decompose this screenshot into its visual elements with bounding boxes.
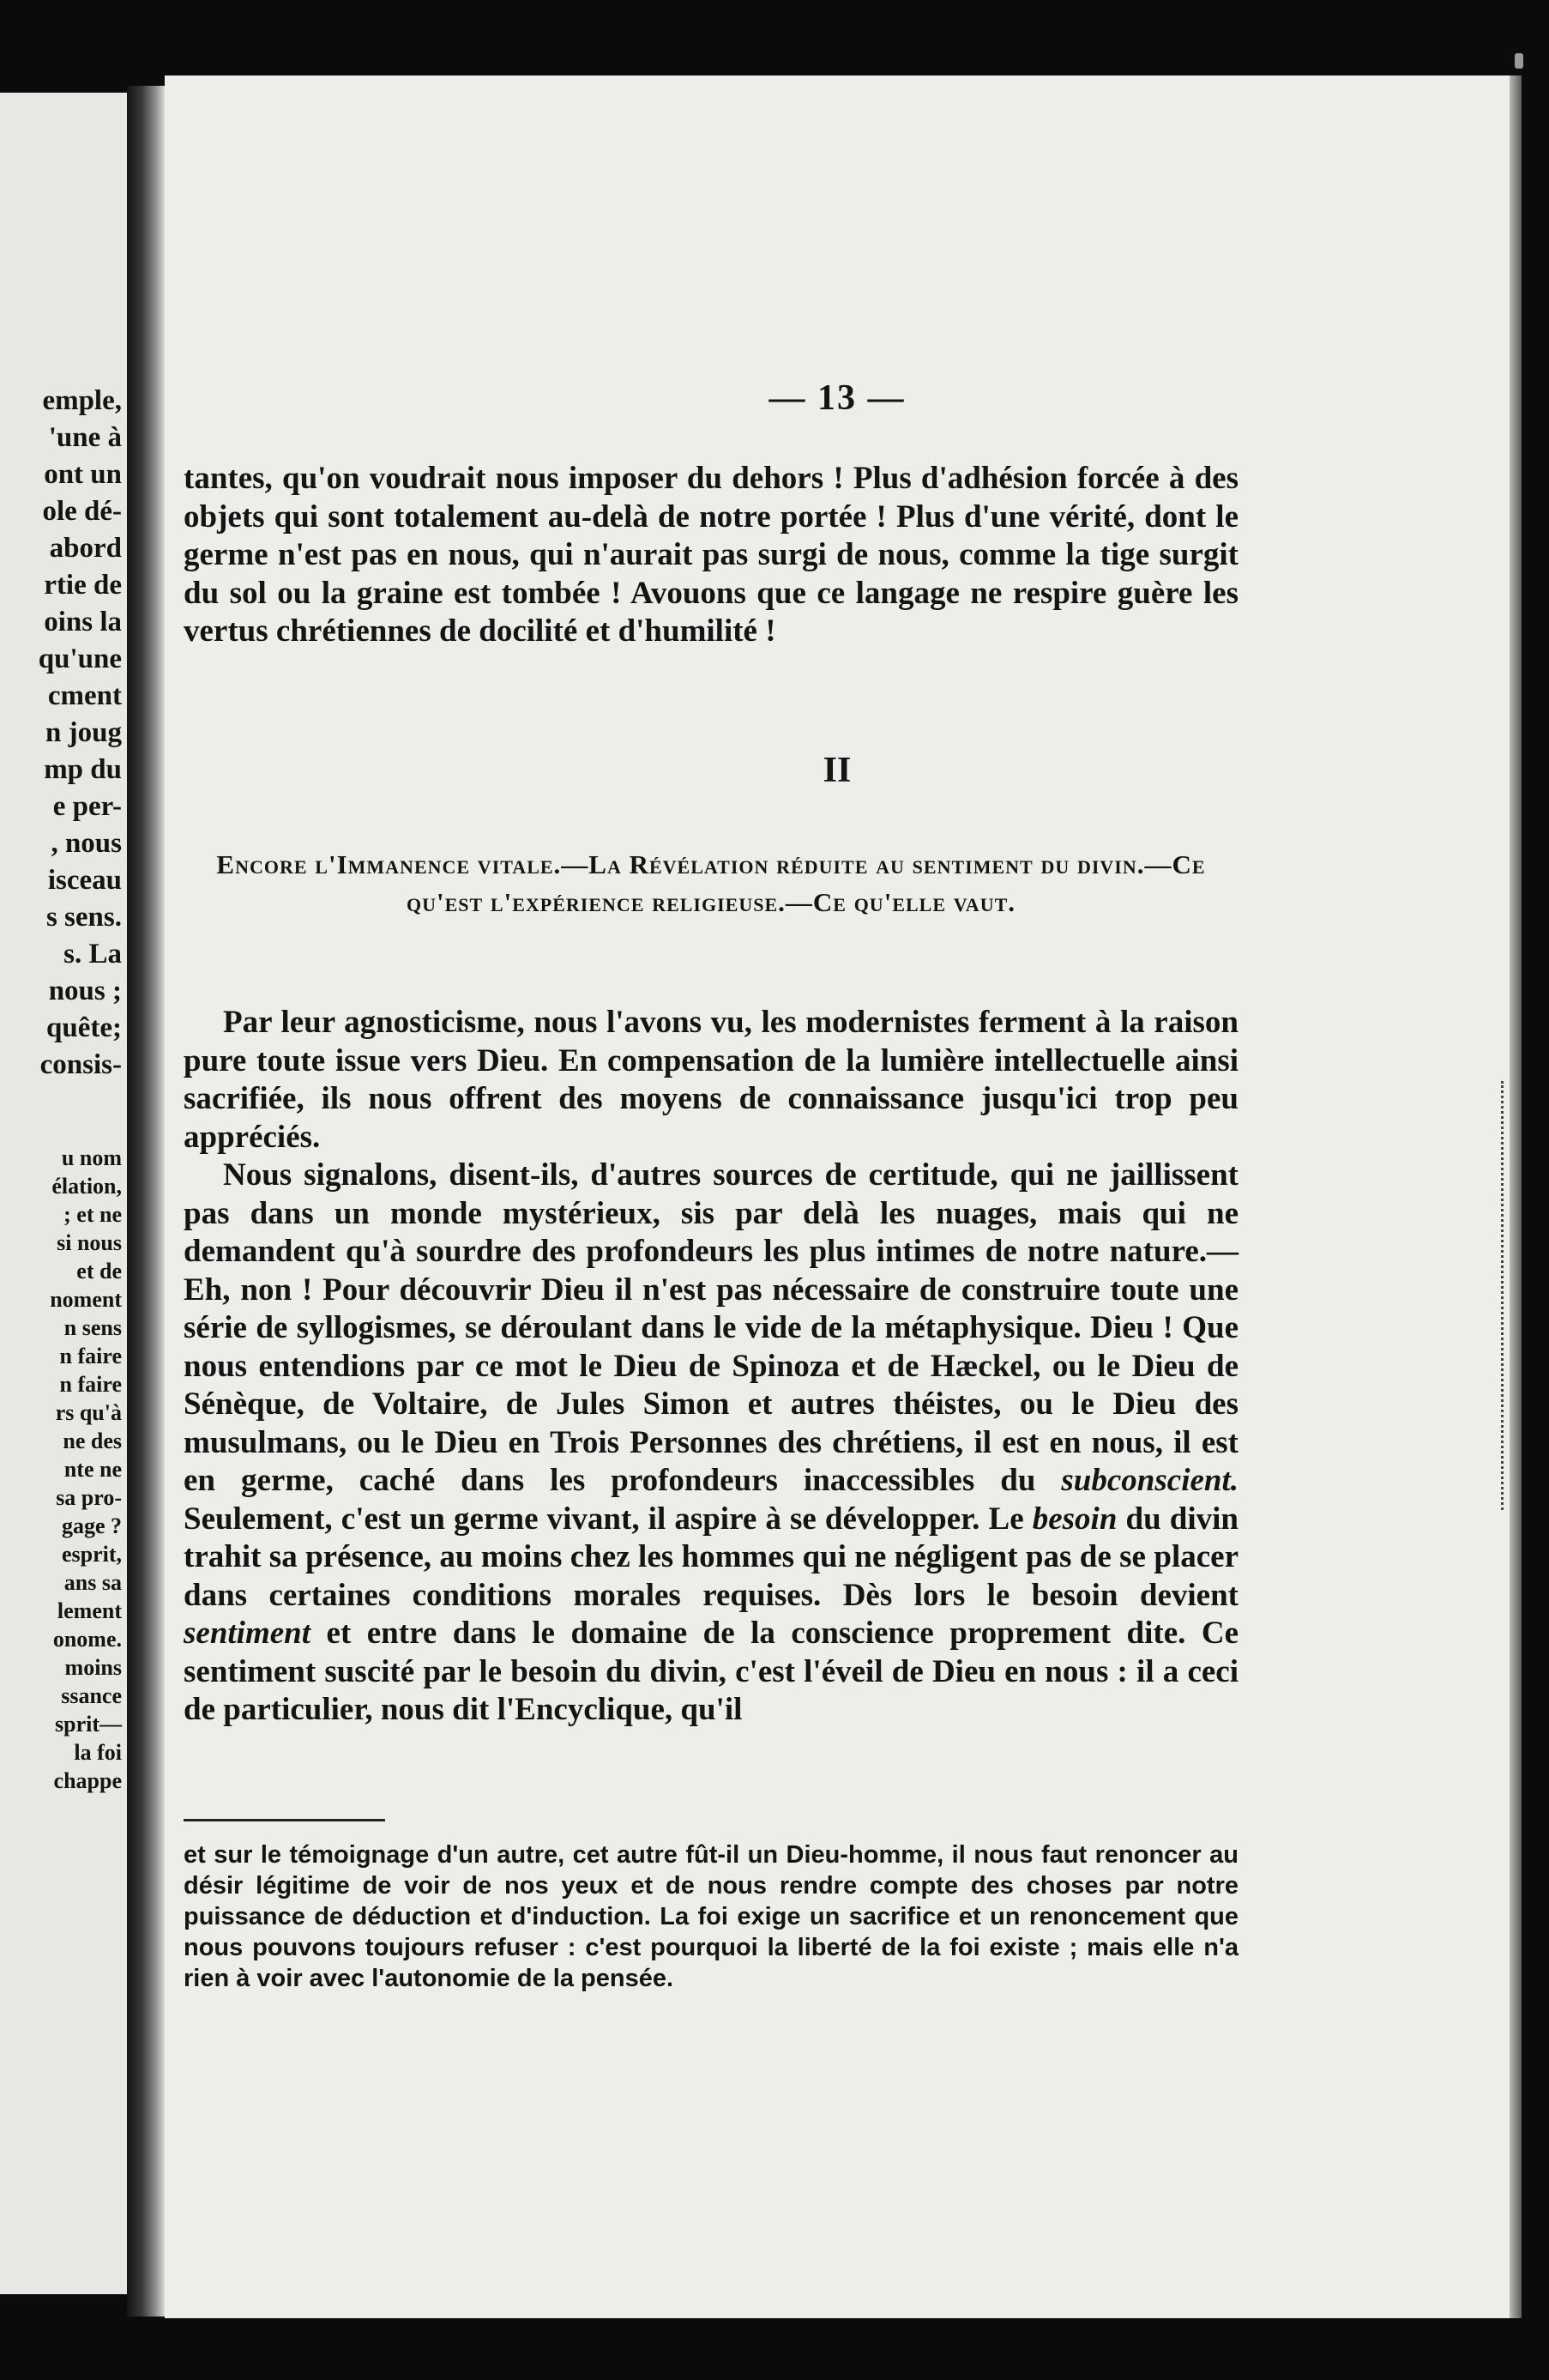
facing-page-line: ; et ne [63,1202,122,1227]
facing-page-line: ssance [61,1683,122,1708]
facing-page-line: cment [47,680,122,711]
facing-page-line: élation, [51,1174,122,1199]
facing-page-line: chappe [53,1768,122,1793]
facing-page-line: s sens. [45,902,122,933]
facing-page-line: rtie de [44,570,122,601]
facing-page-line: isceau [47,865,122,896]
facing-page-line: oins la [44,607,122,637]
facing-page-line: esprit, [61,1542,122,1567]
facing-page-line: ole dé- [42,496,122,527]
facing-page-line: consis- [39,1049,122,1080]
facing-page-line: noment [50,1287,122,1312]
section-heading: Encore l'Immanence vitale.—La Révélation réduite au sentiment du divin.—Ce qu'est l'expérience religieuse.—Ce qu'elle vaut. [216,849,1206,917]
facing-page-line: n sens [63,1315,122,1340]
facing-page-line: moins [64,1655,122,1680]
para3-text-a: Nous signalons, disent-ils, d'autres sources de certitude, qui ne jaillissent pas dans un monde mystérieux, sis par delà les nuages, mais qui ne demandent qu'à sourdre des profondeurs les plus intimes de notre nature.—Eh, non ! Pour découvrir Dieu il n'est pas nécessaire de construire toute une série de syllogismes, se déroulant dans le vide de la métaphysique. Dieu ! Que nous entendions par ce mot le Dieu de Spinoza et de Hæckel, ou le Dieu de Sénèque, de Voltaire, de Jules Simon et autres théistes, ou le Dieu des musulmans, ou le Dieu en Trois Personnes des chrétiens, il est en nous, il est en germe, caché dans les profondeurs inaccessibles du [184,1157,1239,1498]
page-number: — 13 — [768,378,906,418]
para3-text-d: et entre dans le domaine de la conscience proprement dite. Ce sentiment suscité par le besoin du divin, c'est l'éveil de Dieu en nous : il a ceci de particulier, nous dit l'Encyclique, qu'il [184,1616,1239,1727]
scan-speck [1515,53,1523,69]
footnote: et sur le témoignage d'un autre, cet autre fût-il un Dieu-homme, il nous faut renoncer au désir légitime de voir de nos yeux et de nous rendre compte des choses par notre puissance de déduction et d'induction. La foi exige un sacrifice et un renoncement que nous pouvons toujours refuser : c'est pourquoi la liberté de la foi existe ; mais elle n'a rien à voir avec l'autonomie de la pensée. [184,1841,1239,1992]
para3-text-b: Seulement, c'est un germe vivant, il aspire à se développer. Le [184,1501,1033,1537]
facing-page-line: emple, [42,385,122,416]
facing-page-line: qu'une [38,643,122,674]
paragraph-agnosticism: Par leur agnosticisme, nous l'avons vu, les modernistes ferment à la raison pure toute issue vers Dieu. En compensation de la lumière intellectuelle ainsi sacrifiée, ils nous offrent des moyens de connaissance jusqu'ici trop peu appréciés. [184,1005,1239,1155]
book-page [165,76,1510,2318]
facing-page-line: abord [49,533,122,564]
facing-page-fragment [0,93,127,2294]
facing-page-text [39,383,122,1795]
facing-page-line: quête; [46,1012,122,1043]
facing-page-line: ans sa [63,1570,122,1595]
facing-page-line: nous ; [48,976,122,1006]
facing-page-line: 'une à [48,422,122,453]
facing-page-line: n joug [45,717,122,748]
facing-page-line: n faire [59,1344,122,1368]
facing-page-line: la foi [74,1740,122,1765]
facing-page-line: lement [57,1598,122,1623]
para3-italic-subconscient: subconscient. [1061,1463,1239,1498]
facing-page-line: , nous [51,828,122,859]
facing-page-line: mp du [44,754,122,785]
para3-text-c: du divin trahit sa présence, au moins chez les hommes qui ne négligent pas de se placer dans certaines conditions morales requises. Dès lors le besoin devient [184,1501,1239,1613]
facing-page-line: sa pro- [56,1485,122,1510]
footnote-rule [184,1819,385,1821]
section-number: II [823,751,852,790]
facing-page-line: et de [76,1259,122,1284]
facing-page-line: onome. [52,1627,122,1652]
facing-page-line: si nous [57,1230,122,1255]
paragraph-sources-of-certitude [184,1157,1239,1730]
paragraph-continuation: tantes, qu'on voudrait nous imposer du dehors ! Plus d'adhésion forcée à des objets qui sont totalement au-delà de notre portée ! Plus d'une vérité, dont le germe n'est pas en nous, qui n'aurait pas surgi de nous, comme la tige surgit du sol ou la graine est tombée ! Avouons que ce langage ne respire guère les vertus chrétiennes de docilité et d'humilité ! [184,461,1239,649]
facing-page-gap [39,1084,122,1144]
facing-page-line: e per- [52,791,122,822]
facing-page-line: n faire [59,1372,122,1397]
para3-italic-besoin: besoin [1032,1501,1118,1537]
para3-italic-sentiment: sentiment [184,1616,311,1651]
facing-page-line: sprit— [55,1712,122,1737]
facing-page-line: u nom [61,1145,122,1170]
facing-page-line: s. La [63,939,122,970]
facing-page-line: gage ? [61,1513,122,1538]
facing-page-line: ont un [44,459,122,490]
facing-page-line: rs qu'à [55,1400,122,1425]
page-edge-marks [1501,1081,1514,1510]
book-gutter [127,86,165,2317]
facing-page-line: ne des [63,1429,122,1453]
facing-page-line: nte ne [63,1457,122,1482]
